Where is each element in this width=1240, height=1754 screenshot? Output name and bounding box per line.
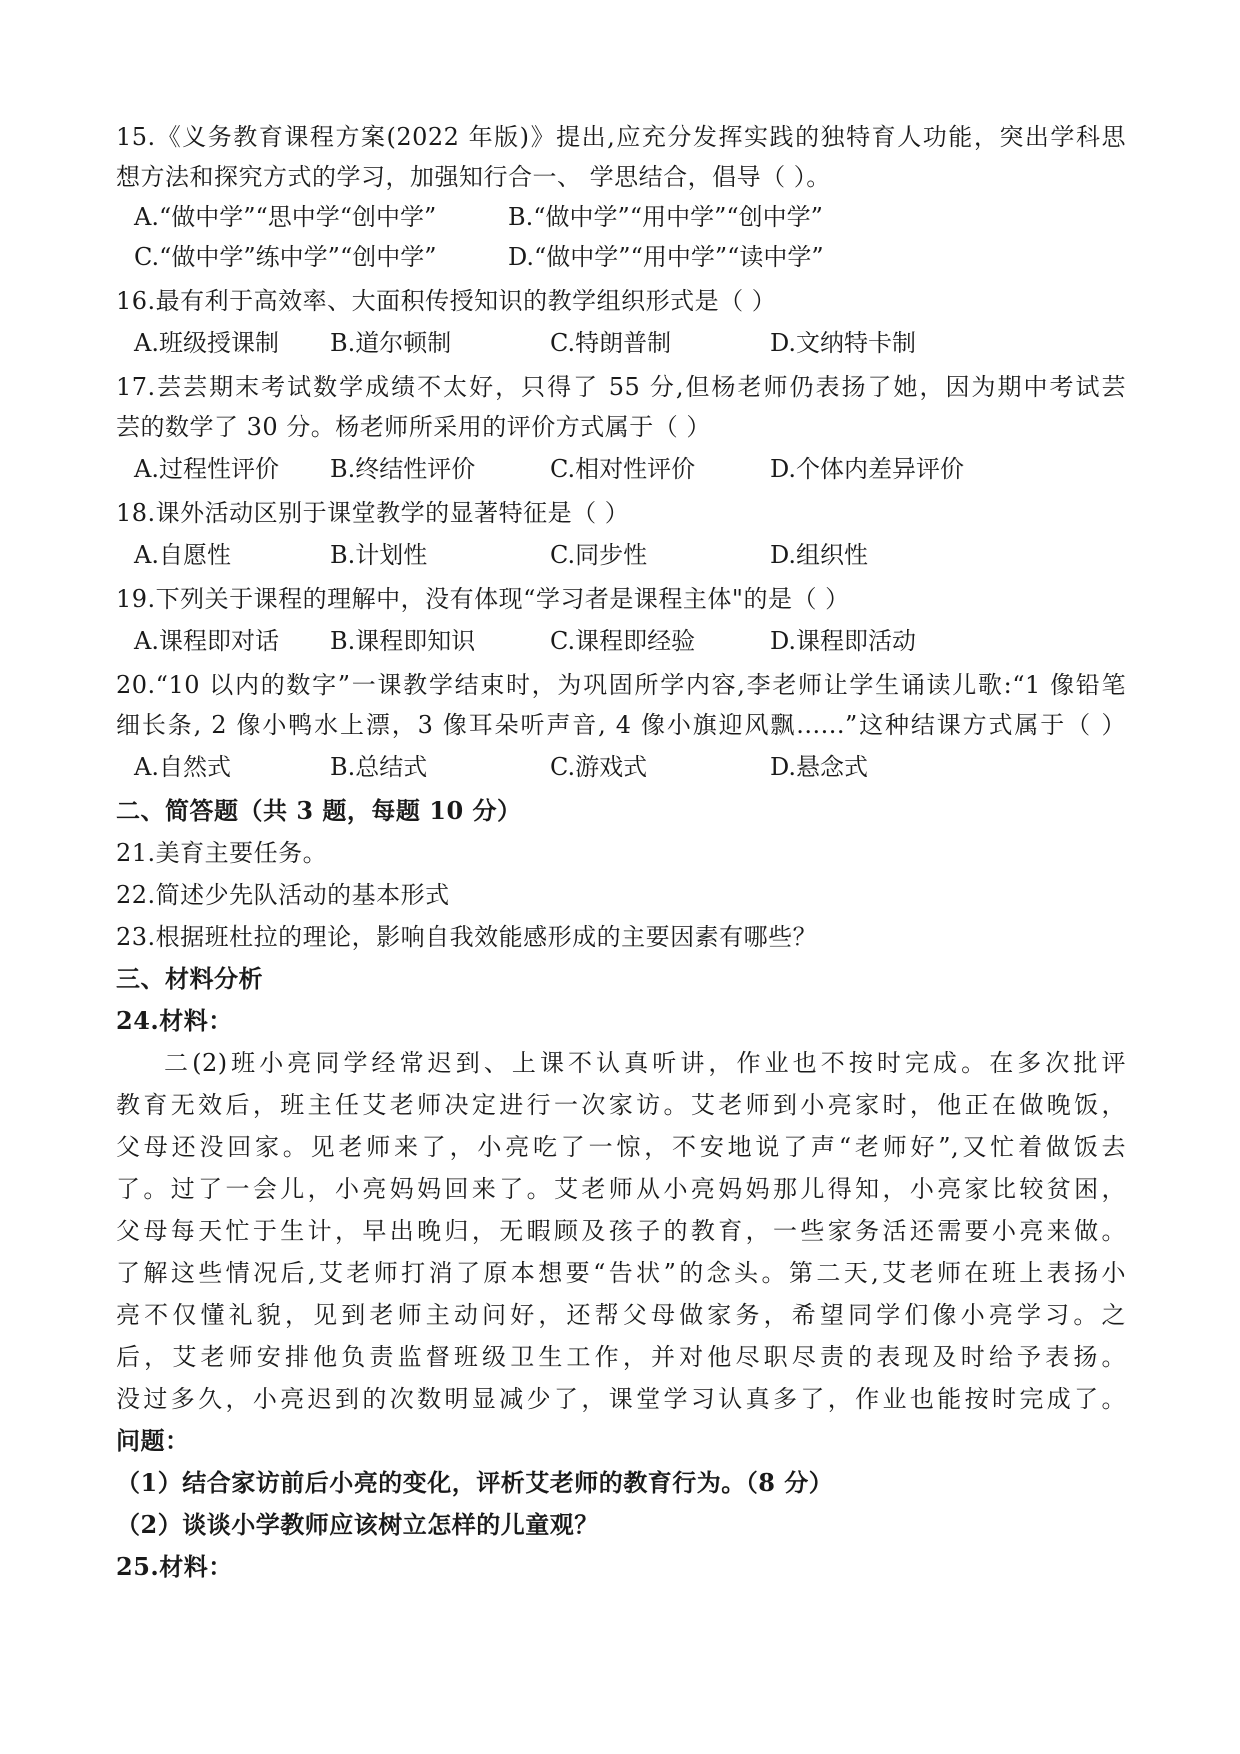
q15-option-a: A.“做中学”“思中学“创中学” bbox=[134, 203, 437, 231]
material-line-6: 了解这些情况后,艾老师打消了原本想要“告状”的念头。第二天,艾老师在班上表扬小 bbox=[116, 1259, 1126, 1287]
q19-options bbox=[134, 624, 1134, 658]
material-line-8: 后，艾老师安排他负责监督班级卫生工作，并对他尽职尽责的表现及时给予表扬。 bbox=[116, 1343, 1126, 1371]
q15-option-c: C.“做中学”练中学”“创中学” bbox=[134, 243, 437, 271]
q16-option-c: C.特朗普制 bbox=[550, 329, 672, 357]
q18-option-c: C.同步性 bbox=[550, 541, 648, 569]
q20-options bbox=[134, 750, 1134, 784]
q16-option-a: A.班级授课制 bbox=[134, 329, 279, 357]
q17-option-b: B.终结性评价 bbox=[330, 455, 476, 483]
q20-option-c: C.游戏式 bbox=[550, 753, 648, 781]
q15-option-d: D.“做中学”“用中学”“读中学” bbox=[508, 243, 824, 271]
material-line-3: 父母还没回家。见老师来了，小亮吃了一惊，不安地说了声“老师好”,又忙着做饭去 bbox=[116, 1133, 1126, 1161]
q18-option-b: B.计划性 bbox=[330, 541, 428, 569]
section3-heading: 三、材料分析 bbox=[116, 964, 263, 993]
q17-options bbox=[134, 452, 1134, 486]
q15-option-b: B.“做中学”“用中学”“创中学” bbox=[508, 203, 823, 231]
q19-option-c: C.课程即经验 bbox=[550, 627, 696, 655]
q18-option-d: D.组织性 bbox=[770, 541, 869, 569]
q16-options bbox=[134, 326, 1134, 360]
material-line-5: 父母每天忙于生计，早出晚归，无暇顾及孩子的教育，一些家务活还需要小亮来做。 bbox=[116, 1217, 1126, 1245]
q20-stem-line1: 20.“10 以内的数字”一课教学结束时，为巩固所学内容,李老师让学生诵读儿歌:“1 像铅笔 bbox=[116, 671, 1126, 699]
q25-label: 25.材料： bbox=[116, 1552, 233, 1581]
q15-stem-line2: 想方法和探究方式的学习，加强知行合一、 学思结合，倡导（ ）。 bbox=[116, 163, 831, 191]
material-line-2: 教育无效后，班主任艾老师决定进行一次家访。艾老师到小亮家时，他正在做晚饭， bbox=[116, 1091, 1126, 1119]
q19-option-a: A.课程即对话 bbox=[134, 627, 279, 655]
q18-option-a: A.自愿性 bbox=[134, 541, 231, 569]
q17-option-a: A.过程性评价 bbox=[134, 455, 279, 483]
material-line-4: 了。过了一会儿，小亮妈妈回来了。艾老师从小亮妈妈那儿得知，小亮家比较贫困， bbox=[116, 1175, 1126, 1203]
q15-options-row1 bbox=[134, 200, 1134, 234]
material-line-9: 没过多久，小亮迟到的次数明显减少了，课堂学习认真多了，作业也能按时完成了。 bbox=[116, 1385, 1126, 1413]
q20-option-d: D.悬念式 bbox=[770, 753, 869, 781]
q21-text: 21.美育主要任务。 bbox=[116, 839, 328, 867]
q17-option-c: C.相对性评价 bbox=[550, 455, 696, 483]
sub-question-1: （1）结合家访前后小亮的变化，评析艾老师的教育行为。（8 分） bbox=[116, 1468, 834, 1497]
q17-option-d: D.个体内差异评价 bbox=[770, 455, 965, 483]
q15-options-row2 bbox=[134, 240, 1134, 274]
material-line-1: 二(2)班小亮同学经常迟到、上课不认真听讲，作业也不按时完成。在多次批评 bbox=[164, 1049, 1126, 1077]
q24-label: 24.材料： bbox=[116, 1006, 233, 1035]
q19-option-d: D.课程即活动 bbox=[770, 627, 917, 655]
questions-label: 问题： bbox=[116, 1426, 190, 1455]
q20-option-b: B.总结式 bbox=[330, 753, 428, 781]
q16-stem: 16.最有利于高效率、大面积传授知识的教学组织形式是（ ） bbox=[116, 287, 777, 315]
q23-text: 23.根据班杜拉的理论，影响自我效能感形成的主要因素有哪些？ bbox=[116, 923, 818, 951]
q19-option-b: B.课程即知识 bbox=[330, 627, 476, 655]
sub-question-2: （2）谈谈小学教师应该树立怎样的儿童观？ bbox=[116, 1510, 599, 1539]
q18-stem: 18.课外活动区别于课堂教学的显著特征是（ ） bbox=[116, 499, 630, 527]
q15-stem-line1: 15.《义务教育课程方案(2022 年版)》提出,应充分发挥实践的独特育人功能，突出学科思 bbox=[116, 123, 1126, 151]
q19-stem: 19.下列关于课程的理解中，没有体现“学习者是课程主体"的是（ ） bbox=[116, 585, 850, 613]
material-line-7: 亮不仅懂礼貌，见到老师主动问好，还帮父母做家务，希望同学们像小亮学习。之 bbox=[116, 1301, 1126, 1329]
section2-heading: 二、简答题（共 3 题，每题 10 分） bbox=[116, 796, 522, 825]
q18-options bbox=[134, 538, 1134, 572]
q22-text: 22.简述少先队活动的基本形式 bbox=[116, 881, 450, 909]
q16-option-d: D.文纳特卡制 bbox=[770, 329, 917, 357]
q17-stem-line1: 17.芸芸期末考试数学成绩不太好，只得了 55 分,但杨老师仍表扬了她，因为期中考试芸 bbox=[116, 373, 1126, 401]
q16-option-b: B.道尔顿制 bbox=[330, 329, 452, 357]
q17-stem-line2: 芸的数学了 30 分。杨老师所采用的评价方式属于（ ） bbox=[116, 413, 711, 441]
q20-option-a: A.自然式 bbox=[134, 753, 231, 781]
q20-stem-line2: 细长条, 2 像小鸭水上漂，3 像耳朵听声音, 4 像小旗迎风飘......”这种结课方式属于（ ） bbox=[116, 711, 1126, 739]
